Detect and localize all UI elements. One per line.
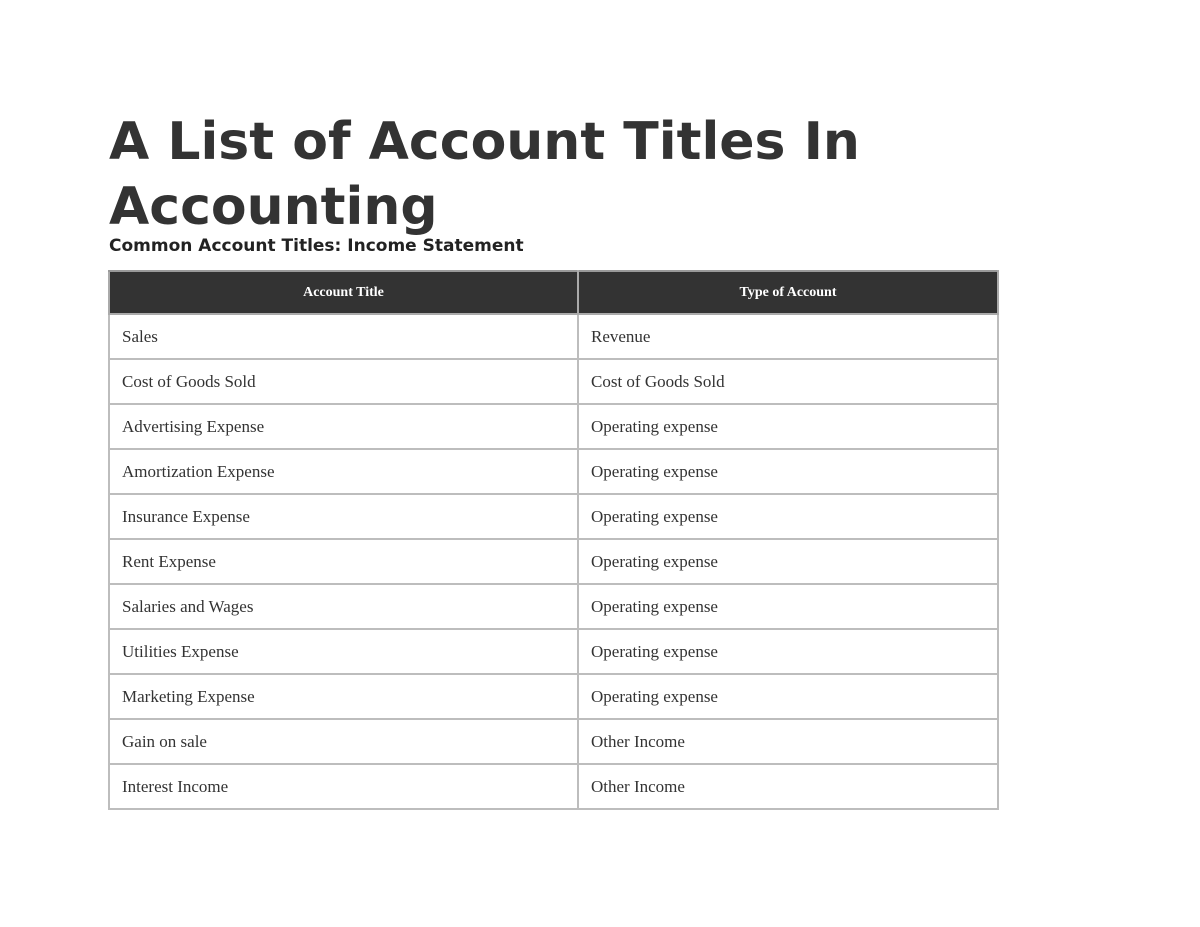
table-row — [109, 719, 998, 764]
account-type-cell: Cost of Goods Sold — [578, 359, 998, 404]
account-title-cell: Salaries and Wages — [109, 584, 578, 629]
account-title-cell: Interest Income — [109, 764, 578, 809]
table-row — [109, 494, 998, 539]
account-type-cell: Operating expense — [578, 629, 998, 674]
account-type-cell: Operating expense — [578, 674, 998, 719]
account-titles-table — [108, 270, 999, 810]
account-title-cell: Insurance Expense — [109, 494, 578, 539]
account-title-cell: Utilities Expense — [109, 629, 578, 674]
account-type-cell: Revenue — [578, 314, 998, 359]
account-title-cell: Cost of Goods Sold — [109, 359, 578, 404]
page-title: A List of Account Titles In Accounting — [109, 112, 860, 237]
account-type-cell: Operating expense — [578, 449, 998, 494]
table-row — [109, 359, 998, 404]
account-type-cell: Other Income — [578, 719, 998, 764]
table-row — [109, 404, 998, 449]
account-title-cell: Sales — [109, 314, 578, 359]
account-type-cell: Operating expense — [578, 539, 998, 584]
column-header-type-of-account: Type of Account — [578, 271, 998, 314]
account-type-cell: Operating expense — [578, 404, 998, 449]
section-subtitle: Common Account Titles: Income Statement — [109, 236, 524, 256]
table-header-row — [109, 271, 998, 314]
table-row — [109, 539, 998, 584]
account-type-cell: Operating expense — [578, 584, 998, 629]
account-title-cell: Advertising Expense — [109, 404, 578, 449]
table-row — [109, 674, 998, 719]
table-row — [109, 629, 998, 674]
account-type-cell: Operating expense — [578, 494, 998, 539]
account-title-cell: Rent Expense — [109, 539, 578, 584]
account-type-cell: Other Income — [578, 764, 998, 809]
table-row — [109, 764, 998, 809]
column-header-account-title: Account Title — [109, 271, 578, 314]
account-title-cell: Amortization Expense — [109, 449, 578, 494]
table-row — [109, 584, 998, 629]
table-row — [109, 449, 998, 494]
table-row — [109, 314, 998, 359]
account-title-cell: Gain on sale — [109, 719, 578, 764]
account-title-cell: Marketing Expense — [109, 674, 578, 719]
